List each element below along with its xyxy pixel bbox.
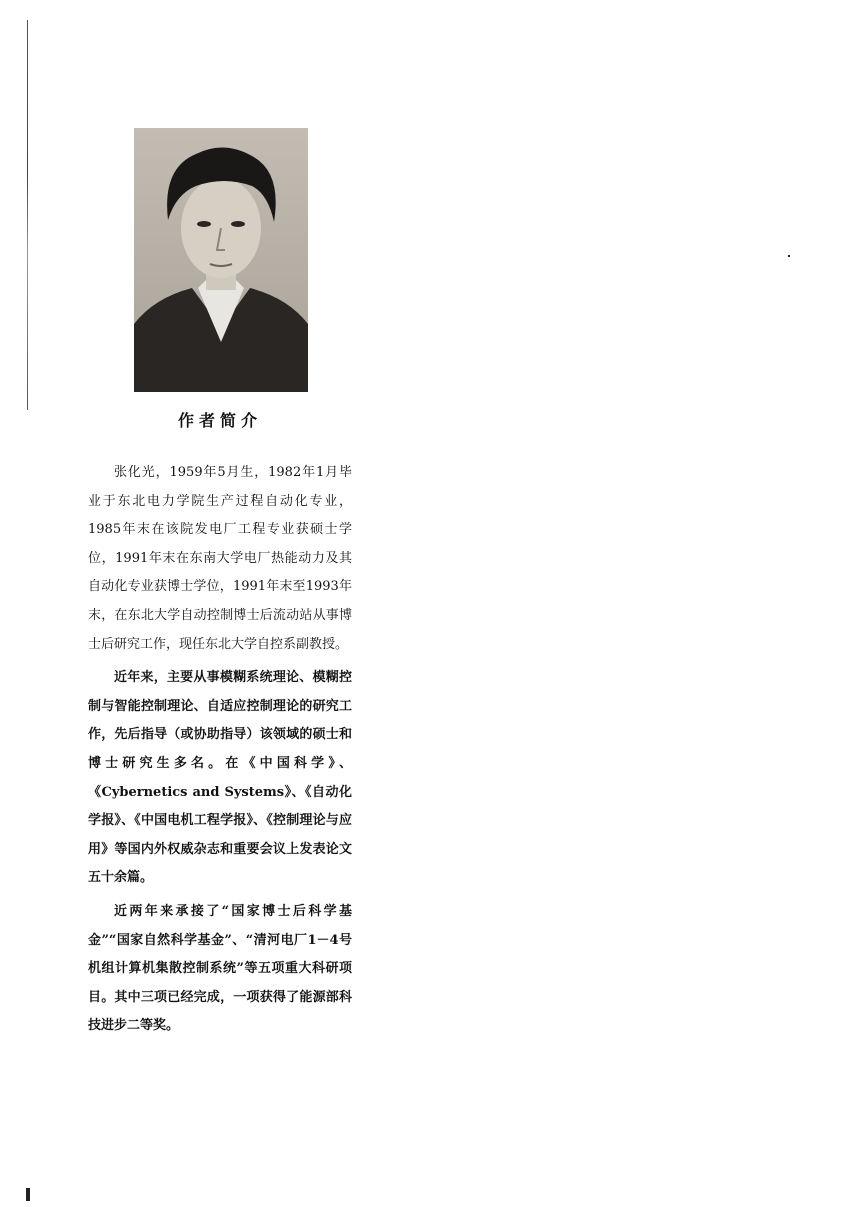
author-bio (88, 459, 352, 1046)
section-heading: 作者简介 (177, 411, 262, 430)
author-photo (134, 128, 308, 392)
bio-paragraph-research: 近年来，主要从事模糊系统理论、模糊控制与智能控制理论、自适应控制理论的研究工作，先后指导（或协助指导）该领域的硕士和博士研究生多名。在《中国科学》、《Cybernetics and Systems》、《自动化学报》、《中国电机工程学报》、《控制理论与应用》等国内外权威杂志和重要会议上发表论文五十余篇。 (88, 670, 352, 886)
bio-paragraph-education: 张化光，1959年5月生，1982年1月毕业于东北电力学院生产过程自动化专业，1985年末在该院发电厂工程专业获硕士学位，1991年末在东南大学电厂热能动力及其自动化专业获博士学位，1991年末至1993年末，在东北大学自动控制博士后流动站从事博士后研究工作，现任东北大学自控系副教授。 (88, 465, 352, 652)
photo-right-eye (231, 221, 245, 227)
scan-margin-line (27, 20, 28, 410)
photo-left-eye (197, 221, 211, 227)
scan-speck (788, 255, 790, 257)
bio-paragraph-projects: 近两年来承接了“国家博士后科学基金”“国家自然科学基金”、“清河电厂1－4号机组计算机集散控制系统”等五项重大科研项目。其中三项已经完成，一项获得了能源部科技进步二等奖。 (88, 903, 352, 1034)
scan-mark (26, 1188, 30, 1201)
